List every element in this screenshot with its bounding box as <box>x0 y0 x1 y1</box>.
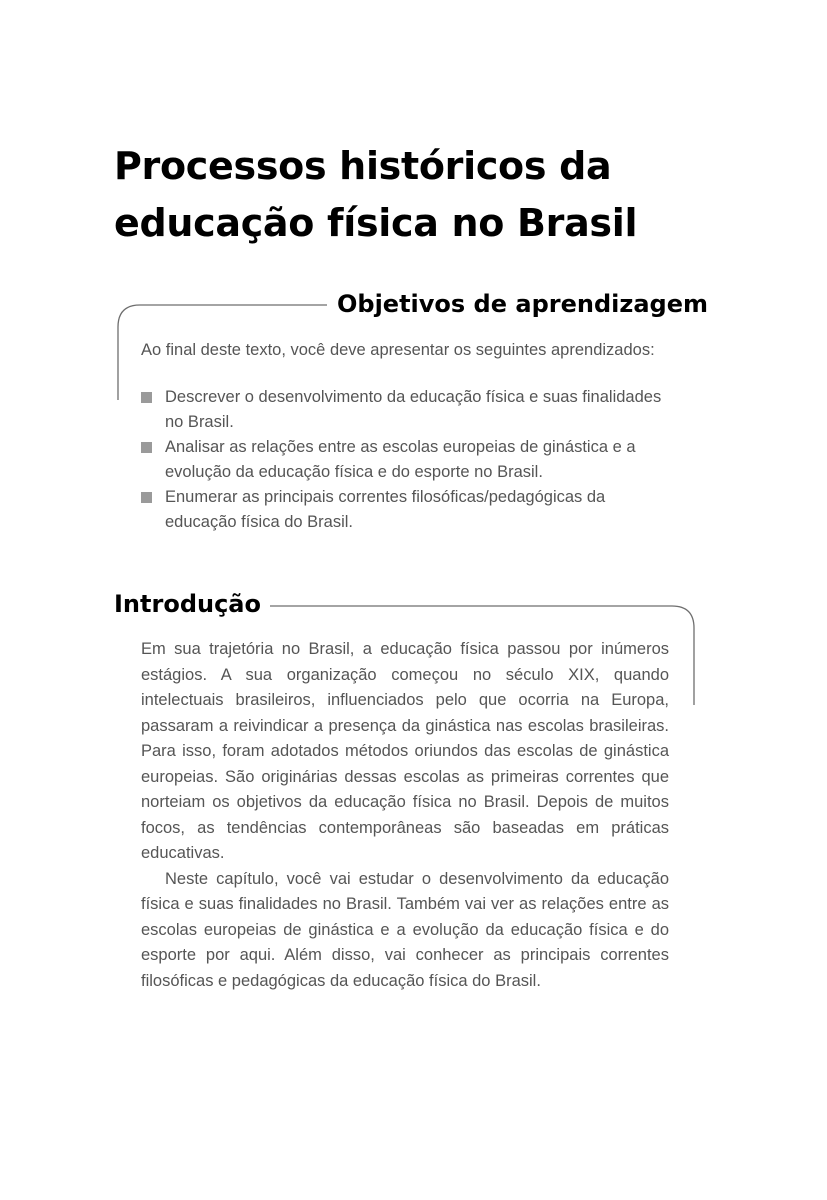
objective-text: Enumerar as principais correntes filosóficas/pedagógicas da educação física do Brasil. <box>165 488 606 531</box>
introduction-body <box>141 637 669 994</box>
objective-text: Analisar as relações entre as escolas europeias de ginástica e a evolução da educação física e do esporte no Brasil. <box>165 438 636 481</box>
introduction-paragraph-2: Neste capítulo, você vai estudar o desenvolvimento da educação física e suas finalidades no Brasil. Também vai ver as relações entre as escolas europeias de ginástica e a evolução da educação física e do esporte por aqui. Além disso, vai conhecer as principais correntes filosóficas e pedagógicas da educação física do Brasil. <box>141 869 669 990</box>
list-item <box>141 385 671 435</box>
list-item <box>141 435 671 485</box>
square-bullet-icon <box>141 392 152 403</box>
introduction-paragraph-1: Em sua trajetória no Brasil, a educação física passou por inúmeros estágios. A sua organização começou no século XIX, quando intelectuais brasileiros, influenciados pelo que ocorria na Europa, passaram a reivindicar a presença da ginástica nas escolas brasileiras. Para isso, foram adotados métodos oriundos das escolas de ginástica europeias. São originárias dessas escolas as primeiras correntes que norteiam os objetivos da educação física no Brasil. Depois de muitos focos, as tendências contemporâneas são baseadas em práticas educativas. <box>141 640 669 862</box>
square-bullet-icon <box>141 492 152 503</box>
chapter-title <box>114 138 734 252</box>
chapter-title-line-2: educação física no Brasil <box>114 201 638 245</box>
objective-text: Descrever o desenvolvimento da educação física e suas finalidades no Brasil. <box>165 388 662 431</box>
objectives-heading: Objetivos de aprendizagem <box>337 290 708 318</box>
objectives-list <box>141 385 671 535</box>
list-item <box>141 485 671 535</box>
objectives-intro: Ao final deste texto, você deve apresentar os seguintes aprendizados: <box>141 341 655 359</box>
square-bullet-icon <box>141 442 152 453</box>
introduction-heading: Introdução <box>114 590 261 618</box>
chapter-title-line-1: Processos históricos da <box>114 144 612 188</box>
